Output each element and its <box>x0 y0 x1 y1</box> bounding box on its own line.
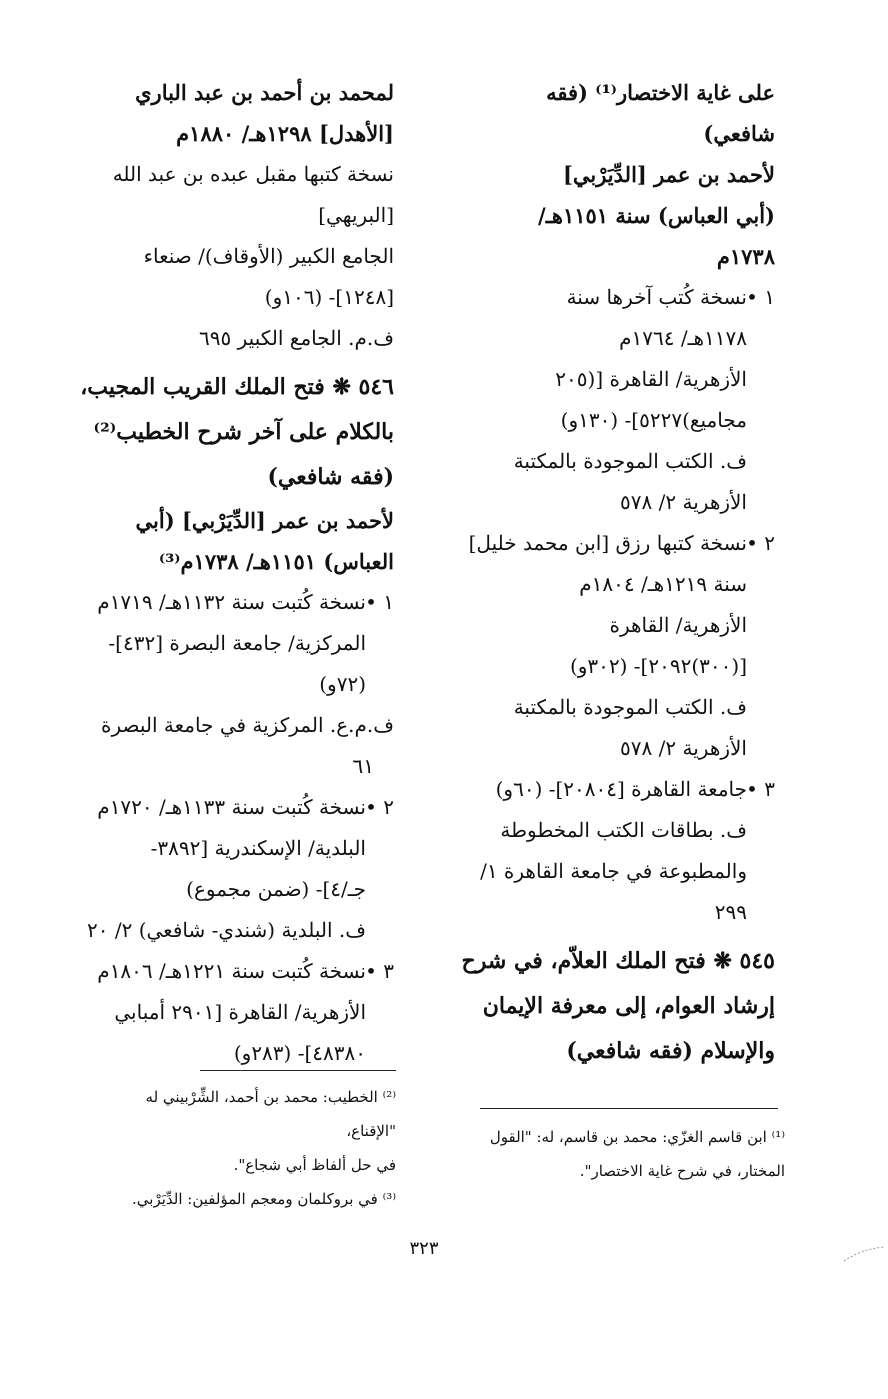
text-line: نسخة كُتبت سنة ١١٣٣هـ/ ١٧٢٠م <box>97 795 366 819</box>
manuscript-item <box>445 769 775 933</box>
footnote-line: في حل ألفاظ أبي شجاع". <box>233 1156 396 1174</box>
entry-545-author <box>62 72 394 154</box>
text-line: (أبي العباس) سنة ١١٥١هـ/ <box>538 203 775 228</box>
item-number: ٣ • <box>365 959 394 983</box>
text-line: ف. الكتب الموجودة بالمكتبة <box>513 449 747 473</box>
text-line: ١١٧٨هـ/ ١٧٦٤م <box>619 326 747 350</box>
item-number: ٣ • <box>746 777 775 801</box>
scan-mark <box>842 1245 886 1263</box>
entry-545-manuscript <box>62 154 394 359</box>
text-line: نسخة كتبها رزق [ابن محمد خليل] <box>468 531 747 555</box>
manuscript-item <box>62 787 394 951</box>
text-line: [البريهي] <box>318 203 394 227</box>
text-line: الأزهرية ٢/ ٥٧٨ <box>620 736 747 760</box>
text-line: شافعي) <box>703 121 775 146</box>
text-line: (فقه شافعي) <box>267 464 394 490</box>
left-column <box>62 72 394 1074</box>
text-line: [١٢٤٨]- (١٠٦و) <box>264 285 394 309</box>
footnotes-right <box>445 1120 785 1188</box>
text-line: الأزهرية/ القاهرة [(٢٠٥ <box>555 367 747 391</box>
text-line: البلدية/ الإسكندرية [٣٨٩٢- <box>150 836 366 860</box>
footnote-line: ⁽²⁾ الخطيب: محمد بن أحمد، الشِّرْبيني له "الإقناع، <box>145 1088 396 1140</box>
text-line: سنة ١٢١٩هـ/ ١٨٠٤م <box>579 572 747 596</box>
text-line: على غاية الاختصار⁽¹⁾ (فقه <box>546 80 775 105</box>
item-number: ١ • <box>365 590 394 614</box>
manuscript-item <box>445 277 775 523</box>
text-line: ٦١ <box>352 754 374 778</box>
text-line: لأحمد بن عمر [الدِّيَرْبي] <box>562 162 775 187</box>
text-line: الأزهرية/ القاهرة <box>609 613 747 637</box>
page-number: ٣٢٣ <box>409 1238 439 1259</box>
text-line: مجاميع)٥٢٢٧]- (١٣٠و) <box>560 408 747 432</box>
text-line: ف. الكتب الموجودة بالمكتبة <box>513 695 747 719</box>
text-line: نسخة كُتبت سنة ١١٣٢هـ/ ١٧١٩م <box>97 590 366 614</box>
footnote-separator <box>480 1108 778 1109</box>
text-line: ٤٨٣٨٠]- (٢٨٣و) <box>233 1041 366 1065</box>
text-line: ٥٤٥ ❋ فتح الملك العلاّم، في شرح <box>461 948 775 974</box>
manuscript-item <box>62 582 394 705</box>
text-line: [الأهدل] ١٢٩٨هـ/ ١٨٨٠م <box>176 121 394 146</box>
text-line: ف. بطاقات الكتب المخطوطة <box>500 818 747 842</box>
text-line: نسخة كُتبت سنة ١٢٢١هـ/ ١٨٠٦م <box>97 959 366 983</box>
text-line: المركزية/ جامعة البصرة [٤٣٢]- <box>108 631 366 655</box>
text-line: والإسلام (فقه شافعي) <box>566 1038 775 1064</box>
text-line: جـ/٤]- (ضمن مجموع) <box>186 877 366 901</box>
item-number: ٢ • <box>746 531 775 555</box>
catalog-reference <box>62 705 394 787</box>
item-number: ١ • <box>746 285 775 309</box>
text-line: ٥٤٦ ❋ فتح الملك القريب المجيب، <box>80 374 394 400</box>
text-line: ف.م.ع. المركزية في جامعة البصرة <box>101 713 394 737</box>
text-line: الجامع الكبير (الأوقاف)/ صنعاء <box>143 244 394 268</box>
text-line: (٧٢و) <box>319 672 366 696</box>
text-line: ف.م. الجامع الكبير ٦٩٥ <box>199 326 394 350</box>
text-line: الأزهرية ٢/ ٥٧٨ <box>620 490 747 514</box>
right-column <box>445 72 775 1074</box>
entry-546-title <box>62 365 394 500</box>
item-number: ٢ • <box>365 795 394 819</box>
text-line: العباس) ١١٥١هـ/ ١٧٣٨م⁽³⁾ <box>158 549 394 574</box>
text-line: والمطبوعة في جامعة القاهرة ١/ <box>480 859 747 883</box>
text-line: ١٧٣٨م <box>716 244 775 269</box>
text-line: ف. البلدية (شندي- شافعي) ٢/ ٢٠ <box>87 918 366 942</box>
text-line: بالكلام على آخر شرح الخطيب⁽²⁾ <box>93 419 394 445</box>
entry-546-author <box>62 500 394 582</box>
text-line: إرشاد العوام، إلى معرفة الإيمان <box>482 993 775 1019</box>
entry-544-title <box>445 72 775 154</box>
footnote-line: ⁽³⁾ في بروكلمان ومعجم المؤلفين: الدِّيَرْبي. <box>132 1190 396 1208</box>
manuscript-item <box>62 951 394 1074</box>
footnote-separator <box>200 1070 396 1071</box>
text-line: ٢٩٩ <box>714 900 747 924</box>
entry-545-title <box>445 939 775 1074</box>
entry-544-author <box>445 154 775 277</box>
footnote-line: المختار، في شرح غاية الاختصار". <box>579 1162 785 1180</box>
text-line: لأحمد بن عمر [الدِّيَرْبي] (أبي <box>135 508 394 533</box>
text-line: جامعة القاهرة [٢٠٨٠٤]- (٦٠و) <box>495 777 747 801</box>
text-line: نسخة كتبها مقبل عبده بن عبد الله <box>112 162 394 186</box>
footnotes-left <box>120 1080 396 1216</box>
text-line: نسخة كُتب آخرها سنة <box>566 285 747 309</box>
text-line: لمحمد بن أحمد بن عبد الباري <box>135 80 394 105</box>
manuscript-item <box>445 523 775 769</box>
text-line: الأزهرية/ القاهرة [٢٩٠١ أمبابي <box>114 1000 366 1024</box>
text-line: [(٣٠٠)٢٠٩٢]- (٣٠٢و) <box>569 654 747 678</box>
footnote-line: ⁽¹⁾ ابن قاسم الغزّي: محمد بن قاسم، له: "القول <box>489 1128 785 1146</box>
